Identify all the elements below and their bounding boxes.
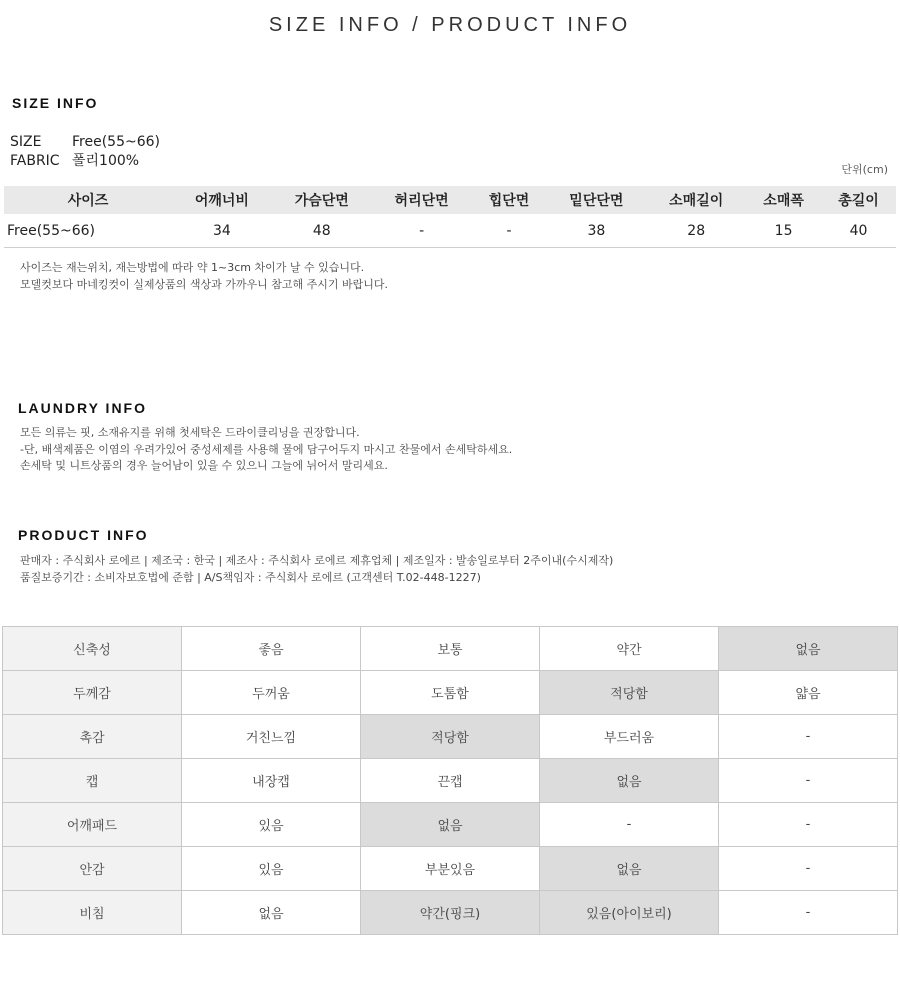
column-header: 소매폭 (746, 186, 821, 214)
fabric-option: 적당함 (540, 671, 719, 715)
product-info-heading: PRODUCT INFO (18, 527, 149, 543)
page-title: SIZE INFO / PRODUCT INFO (268, 14, 632, 36)
fabric-row-touch (3, 715, 898, 759)
fabric-option: 내장캡 (182, 759, 361, 803)
fabric-option: 끈캡 (361, 759, 540, 803)
fabric-option: 얇음 (719, 671, 898, 715)
laundry-line: -단, 배색제품은 이염의 우려가있어 중성세제를 사용해 물에 담구어두지 마시고 찬물에서 손세탁하세요. (20, 442, 513, 456)
fabric-row-label: 안감 (3, 847, 182, 891)
fabric-row-label: 어깨패드 (3, 803, 182, 847)
fabric-option: 없음 (361, 803, 540, 847)
fabric-option: 적당함 (361, 715, 540, 759)
column-header: 가슴단면 (272, 186, 372, 214)
column-header: 밑단단면 (546, 186, 646, 214)
size-notes (20, 260, 388, 293)
fabric-option: 없음 (182, 891, 361, 935)
fabric-row-stretch (3, 627, 898, 671)
size-label: SIZE (10, 134, 42, 150)
column-header: 힙단면 (472, 186, 547, 214)
size-table-header-row (4, 186, 896, 214)
fabric-option: 없음 (719, 627, 898, 671)
fabric-row-shoulder-pad (3, 803, 898, 847)
fabric-row-lining (3, 847, 898, 891)
fabric-option: - (719, 715, 898, 759)
size-note: 모델컷보다 마네킹컷이 실제상품의 색상과 가까우니 참고해 주시기 바랍니다. (20, 277, 389, 291)
fabric-option: 도톰함 (361, 671, 540, 715)
fabric-row-label: 신축성 (3, 627, 182, 671)
fabric-option: 없음 (540, 759, 719, 803)
laundry-line: 손세탁 및 니트상품의 경우 늘어남이 있을 수 있으니 그늘에 뉘어서 말리세요. (20, 459, 388, 472)
fabric-option: - (719, 891, 898, 935)
fabric-option: - (719, 803, 898, 847)
fabric-value: 폴리100% (72, 153, 140, 169)
fabric-option: 약간(핑크) (361, 891, 540, 935)
size-spec (10, 134, 160, 150)
fabric-label: FABRIC (10, 153, 60, 169)
fabric-option: 있음 (182, 847, 361, 891)
fabric-row-cup (3, 759, 898, 803)
fabric-row-see-through (3, 891, 898, 935)
table-cell: 34 (172, 214, 272, 248)
fabric-row-label: 촉감 (3, 715, 182, 759)
fabric-option: 좋음 (182, 627, 361, 671)
fabric-option: - (540, 803, 719, 847)
table-cell: 28 (646, 214, 746, 248)
fabric-option: 부드러움 (540, 715, 719, 759)
fabric-row-label: 캡 (3, 759, 182, 803)
column-header: 총길이 (821, 186, 896, 214)
fabric-row-thickness (3, 671, 898, 715)
laundry-notes (20, 425, 512, 475)
column-header: 어깨너비 (172, 186, 272, 214)
fabric-option: 부분있음 (361, 847, 540, 891)
fabric-option: 약간 (540, 627, 719, 671)
column-header: 소매길이 (646, 186, 746, 214)
table-cell: Free(55~66) (4, 214, 172, 248)
size-info-heading: SIZE INFO (12, 95, 99, 111)
table-row (4, 214, 896, 248)
table-cell: 48 (272, 214, 372, 248)
size-note: 사이즈는 재는위치, 재는방법에 따라 약 1~3cm 차이가 날 수 있습니다. (20, 261, 365, 274)
fabric-option: 두꺼움 (182, 671, 361, 715)
fabric-option: 없음 (540, 847, 719, 891)
table-cell: - (372, 214, 472, 248)
table-cell: 40 (821, 214, 896, 248)
product-line: 판매자 : 주식회사 로에르 | 제조국 : 한국 | 제조사 : 주식회사 로에르 제휴업체 | 제조일자 : 발송일로부터 2주이내(수시제작) (20, 554, 614, 567)
table-cell: 15 (746, 214, 821, 248)
size-table (4, 186, 896, 248)
product-line: 품질보증기간 : 소비자보호법에 준함 | A/S책임자 : 주식회사 로에르 (고객센터 T.02-448-1227) (20, 570, 481, 584)
unit-note: 단위(cm) (841, 163, 888, 176)
table-cell: 38 (546, 214, 646, 248)
fabric-option: 거친느낌 (182, 715, 361, 759)
fabric-spec (10, 150, 139, 170)
fabric-row-label: 두께감 (3, 671, 182, 715)
fabric-option: 있음 (182, 803, 361, 847)
column-header: 사이즈 (4, 186, 172, 214)
fabric-option: - (719, 847, 898, 891)
size-value: Free(55~66) (72, 134, 160, 150)
laundry-line: 모든 의류는 핏, 소재유지를 위해 첫세탁은 드라이클리닝을 권장합니다. (20, 426, 360, 439)
fabric-option: - (719, 759, 898, 803)
fabric-option: 보통 (361, 627, 540, 671)
column-header: 허리단면 (372, 186, 472, 214)
product-notes (20, 553, 613, 586)
laundry-info-heading: LAUNDRY INFO (18, 400, 147, 416)
fabric-table (2, 626, 898, 935)
fabric-row-label: 비침 (3, 891, 182, 935)
fabric-option: 있음(아이보리) (540, 891, 719, 935)
table-cell: - (472, 214, 547, 248)
